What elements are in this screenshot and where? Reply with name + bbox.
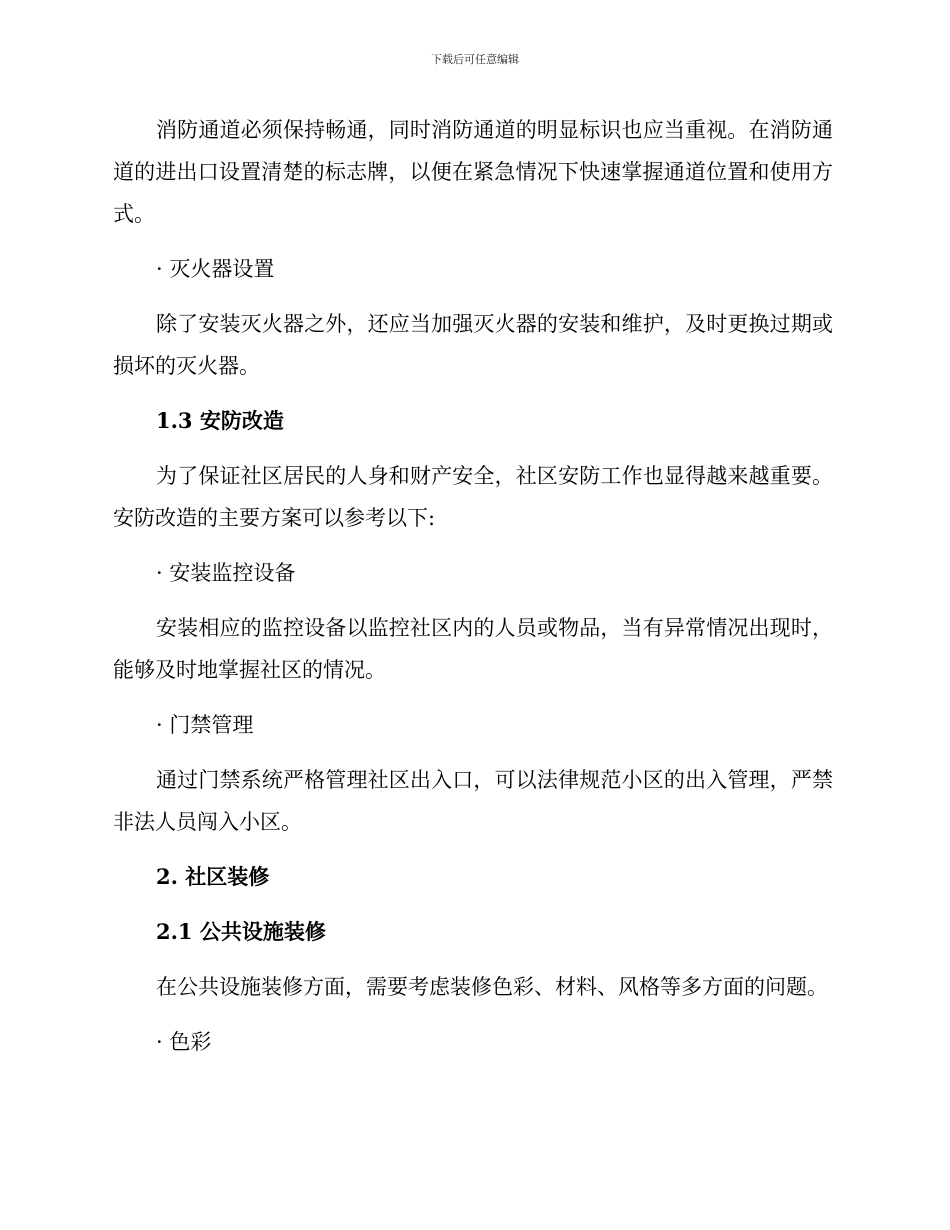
document-body [113, 109, 833, 1076]
page-header: 下载后可任意编辑 [431, 53, 519, 66]
section-heading-2: 2. 社区装修 [156, 864, 270, 889]
paragraph-security-intro: 为了保证社区居民的人身和财产安全，社区安防工作也显得越来越重要。安防改造的主要方案可以参考以下: [113, 464, 833, 530]
section-heading-1-3: 1.3 安防改造 [156, 408, 284, 433]
paragraph-extinguisher: 除了安装灭火器之外，还应当加强灭火器的安装和维护，及时更换过期或损坏的灭火器。 [113, 312, 833, 378]
paragraph-surveillance: 安装相应的监控设备以监控社区内的人员或物品，当有异常情况出现时，能够及时地掌握社区的情况。 [113, 616, 833, 682]
bullet-extinguisher-setup: · 灭火器设置 [156, 257, 275, 281]
section-heading-2-1: 2.1 公共设施装修 [156, 919, 326, 944]
bullet-access-control: · 门禁管理 [156, 713, 254, 737]
bullet-color: · 色彩 [156, 1030, 212, 1054]
paragraph-public-facilities: 在公共设施装修方面，需要考虑装修色彩、材料、风格等多方面的问题。 [156, 975, 828, 999]
bullet-surveillance: · 安装监控设备 [156, 561, 296, 585]
paragraph-fire-lane: 消防通道必须保持畅通，同时消防通道的明显标识也应当重视。在消防通道的进出口设置清楚的标志牌，以便在紧急情况下快速掌握通道位置和使用方式。 [113, 118, 833, 226]
paragraph-access-control: 通过门禁系统严格管理社区出入口，可以法律规范小区的出入管理，严禁非法人员闯入小区。 [113, 768, 833, 834]
